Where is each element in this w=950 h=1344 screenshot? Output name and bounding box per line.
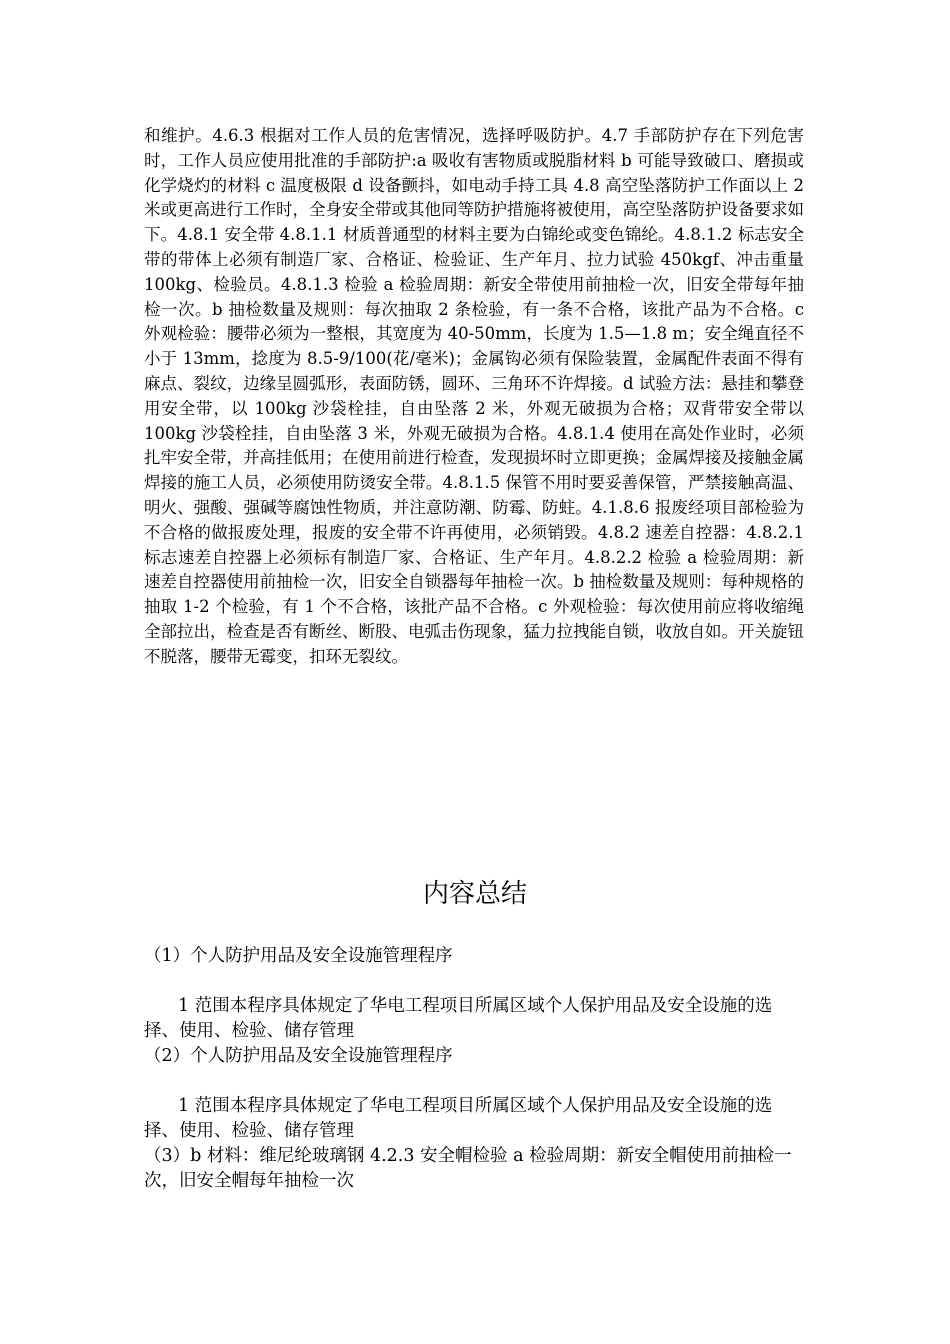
summary-item-2-body: 1 范围本程序具体规定了华电工程项目所属区域个人保护用品及安全设施的选择、使用、检验、储存管理 [144, 1096, 773, 1141]
summary-heading: 内容总结 [422, 879, 527, 909]
summary-item-2-title: （2）个人防护用品及安全设施管理程序 [144, 1046, 453, 1066]
summary-item-1-body: 1 范围本程序具体规定了华电工程项目所属区域个人保护用品及安全设施的选择、使用、检验、储存管理 [144, 996, 773, 1041]
body-paragraph: 和维护。4.6.3 根据对工作人员的危害情况，选择呼吸防护。4.7 手部防护存在下列危害时，工作人员应使用批准的手部防护:a 吸收有害物质或脱脂材料 b 可能导致破口、磨损或化学烧灼的材料 c 温度极限 d 设备颤抖，如电动手持工具 4.8 高空坠落防护工作面以上 2 米或更高进行工作时，全身安全带或其他同等防护措施将被使用，高空坠落防护设备要求如下。4.8.1 安全带 4.8.1.1 材质普通型的材料主要为白锦纶或变色锦纶。4.8.1.2 标志安全带的带体上必须有制造厂家、合格证、检验证、生产年月、拉力试验 450kgf、冲击重量 100kg、检验员。4.8.1.3 检验 a 检验周期：新安全带使用前抽检一次，旧安全带每年抽检一次。b 抽检数量及规则：每次抽取 2 条检验，有一条不合格，该批产品为不合格。c 外观检验：腰带必须为一整根，其宽度为 40-50mm，长度为 1.5—1.8 m；安全绳直径不小于 13mm，捻度为 8.5-9/100(花/毫米)；金属钩必须有保险装置，金属配件表面不得有麻点、裂纹，边缘呈圆弧形，表面防锈，圆环、三角环不许焊接。d 试验方法：悬挂和攀登用安全带，以 100kg 沙袋栓挂，自由坠落 2 米，外观无破损为合格；双背带安全带以 100kg 沙袋栓挂，自由坠落 3 米，外观无破损为合格。4.8.1.4 使用在高处作业时，必须扎牢安全带，并高挂低用；在使用前进行检查，发现损坏时立即更换；金属焊接及接触金属焊接的施工人员，必须使用防烫安全带。4.8.1.5 保管不用时要妥善保管，严禁接触高温、明火、强酸、强碱等腐蚀性物质，并注意防潮、防霉、防蛀。4.1.8.6 报废经项目部检验为不合格的做报废处理，报废的安全带不许再使用，必须销毁。4.8.2 速差自控器：4.8.2.1 标志速差自控器上必须标有制造厂家、合格证、生产年月。4.8.2.2 检验 a 检验周期：新速差自控器使用前抽检一次，旧安全自锁器每年抽检一次。b 抽检数量及规则：每种规格的抽取 1-2 个检验，有 1 个不合格，该批产品不合格。c 外观检验：每次使用前应将收缩绳全部拉出，检查是否有断丝、断股、电弧击伤现象，猛力拉拽能自锁，收放自如。开关旋钮不脱落，腰带无霉变，扣环无裂纹。 [144, 126, 804, 666]
summary-item-1-title: （1）个人防护用品及安全设施管理程序 [144, 946, 453, 966]
summary-item-3-title: （3）b 材料：维尼纶玻璃钢 4.2.3 安全帽检验 a 检验周期：新安全帽使用前抽检一次，旧安全帽每年抽检一次 [144, 1146, 792, 1191]
summary-section [144, 944, 804, 1194]
